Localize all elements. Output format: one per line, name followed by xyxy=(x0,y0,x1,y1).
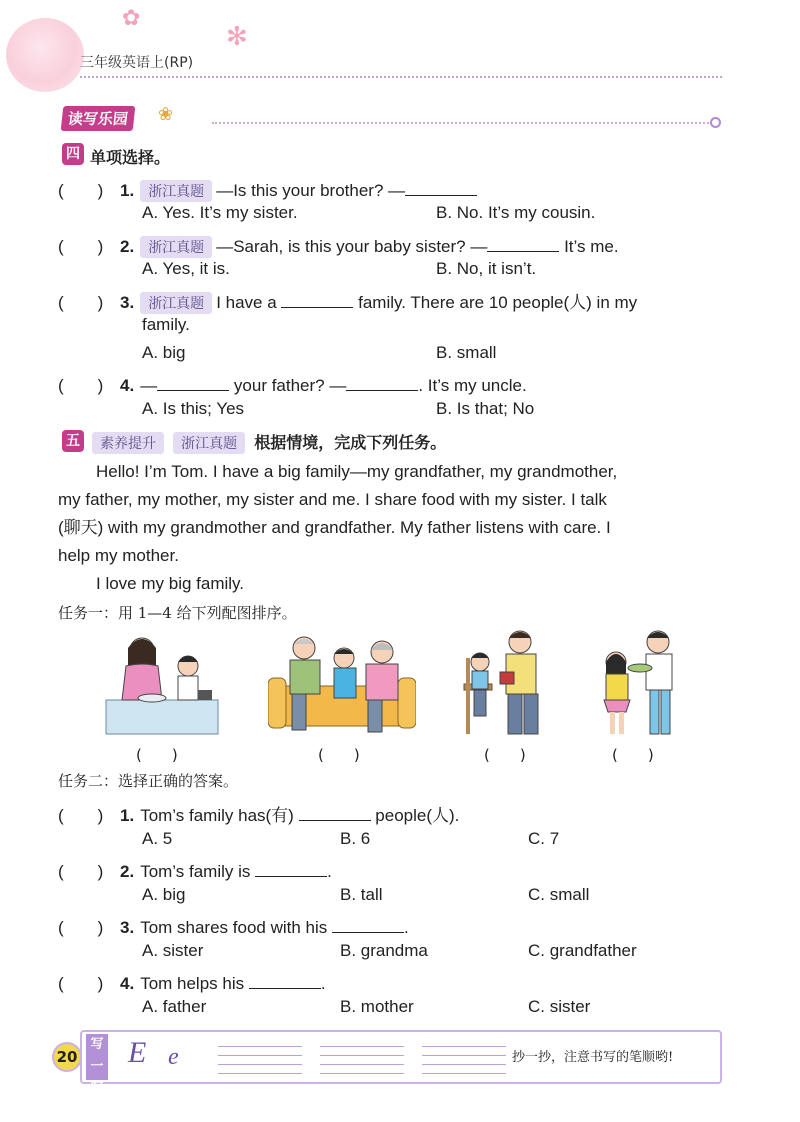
option-b: B. No, it isn’t. xyxy=(436,259,537,278)
question-row xyxy=(58,232,619,258)
question-text: Tom’s family has(有) xyxy=(140,806,299,825)
answer-paren[interactable]: ( ) xyxy=(58,918,104,937)
writing-tab-bottom: 一写 xyxy=(90,1059,104,1096)
answer-blank[interactable] xyxy=(346,390,418,391)
source-tag: 浙江真题 xyxy=(173,432,245,454)
answer-paren[interactable]: ( ) xyxy=(58,293,104,312)
answer-paren[interactable]: ( ) xyxy=(58,376,104,395)
writing-lines[interactable] xyxy=(218,1038,302,1076)
option-b: B. grandma xyxy=(340,941,428,960)
letter-upper: E xyxy=(128,1036,147,1069)
question-number: 2. xyxy=(120,237,135,256)
option-b: B. Is that; No xyxy=(436,399,535,418)
section-title: 根据情境，完成下列任务。 xyxy=(254,433,447,452)
answer-blank[interactable] xyxy=(332,932,404,933)
quality-tag: 素养提升 xyxy=(92,432,164,454)
question-row xyxy=(58,857,332,882)
question-row xyxy=(58,969,326,994)
question-number: 3. xyxy=(120,918,135,937)
question-text-mid: your father? — xyxy=(229,376,347,395)
picture-answer-paren[interactable]: ( ) xyxy=(612,746,654,764)
question-text-after: . xyxy=(327,862,332,881)
option-b: B. 6 xyxy=(340,829,371,848)
writing-lines[interactable] xyxy=(422,1038,506,1076)
option-c: C. 7 xyxy=(528,829,560,848)
passage-line: help my mother. xyxy=(58,546,179,565)
passage-line: Hello! I’m Tom. I have a big family—my grandfather, my grandmother, xyxy=(96,462,618,481)
decoration-icon: ❀ xyxy=(158,104,174,125)
question-text-after: people(人). xyxy=(370,806,460,825)
section-header xyxy=(92,430,446,454)
question-text-after: . It’s my uncle. xyxy=(418,376,527,395)
header-decoration xyxy=(6,18,84,92)
question-text: —Is this your brother? — xyxy=(216,181,406,200)
source-tag: 浙江真题 xyxy=(140,236,212,258)
picture-washing-dishes xyxy=(104,628,220,738)
question-text: Tom shares food with his xyxy=(140,918,332,937)
answer-blank[interactable] xyxy=(249,988,321,989)
writing-lines[interactable] xyxy=(320,1038,404,1076)
answer-paren[interactable]: ( ) xyxy=(58,181,104,200)
option-b: B. No. It’s my cousin. xyxy=(436,203,596,222)
flower-icon: ✻ xyxy=(226,22,248,52)
question-number: 2. xyxy=(120,862,135,881)
option-a: A. Is this; Yes xyxy=(142,399,245,418)
answer-blank[interactable] xyxy=(255,876,327,877)
question-row xyxy=(58,288,637,314)
picture-grandparents-sofa xyxy=(268,628,416,738)
question-number: 4. xyxy=(120,376,135,395)
option-c: C. grandfather xyxy=(528,941,637,960)
option-a: A. Yes. It’s my sister. xyxy=(142,203,298,222)
answer-blank[interactable] xyxy=(281,307,353,308)
picture-answer-paren[interactable]: ( ) xyxy=(484,746,526,764)
answer-blank[interactable] xyxy=(299,820,371,821)
passage-line: (聊天) with my grandmother and grandfather. My father listens with care. I xyxy=(58,518,611,537)
flower-icon: ✿ xyxy=(122,6,141,31)
option-b: B. tall xyxy=(340,885,383,904)
tag-divider xyxy=(212,122,712,124)
picture-sharing-food xyxy=(596,628,680,738)
writing-tab-top: 写 xyxy=(90,1037,104,1052)
task-two-title: 任务二：选择正确的答案。 xyxy=(58,772,239,790)
answer-paren[interactable]: ( ) xyxy=(58,974,104,993)
question-text: Tom helps his xyxy=(140,974,249,993)
book-title: 三年级英语上(RP) xyxy=(80,55,194,71)
question-text-after: It’s me. xyxy=(559,237,619,256)
question-row xyxy=(58,913,409,938)
option-a: A. big xyxy=(142,343,186,362)
question-text-after: . xyxy=(404,918,409,937)
section-badge: 四 xyxy=(62,143,84,165)
question-row xyxy=(58,371,527,396)
option-a: A. 5 xyxy=(142,829,173,848)
task-one-title: 任务一：用 1—4 给下列配图排序。 xyxy=(58,604,297,622)
source-tag: 浙江真题 xyxy=(140,180,212,202)
answer-paren[interactable]: ( ) xyxy=(58,806,104,825)
option-a: A. big xyxy=(142,885,186,904)
option-b: B. mother xyxy=(340,997,414,1016)
question-text-line2: family. xyxy=(142,315,190,334)
option-c: C. sister xyxy=(528,997,591,1016)
question-text-after: family. There are 10 people(人) in my xyxy=(353,293,638,312)
header-divider xyxy=(80,76,722,78)
option-b: B. small xyxy=(436,343,497,362)
writing-instruction: 抄一抄，注意书写的笔顺哟! xyxy=(512,1050,674,1065)
option-c: C. small xyxy=(528,885,590,904)
option-a: A. Yes, it is. xyxy=(142,259,230,278)
answer-blank[interactable] xyxy=(157,390,229,391)
section-badge: 五 xyxy=(62,430,84,452)
answer-blank[interactable] xyxy=(487,251,559,252)
question-number: 4. xyxy=(120,974,135,993)
letter-lower: e xyxy=(168,1044,179,1070)
answer-blank[interactable] xyxy=(405,195,477,196)
divider-end-icon xyxy=(710,117,721,128)
question-text: Tom’s family is xyxy=(140,862,256,881)
section-tag: 读写乐园 xyxy=(61,106,136,131)
question-text-after: . xyxy=(320,974,326,993)
question-text: I have a xyxy=(216,293,282,312)
answer-paren[interactable]: ( ) xyxy=(58,237,104,256)
passage-line: I love my big family. xyxy=(96,574,245,593)
picture-answer-paren[interactable]: ( ) xyxy=(318,746,360,764)
option-a: A. sister xyxy=(142,941,204,960)
source-tag: 浙江真题 xyxy=(140,292,212,314)
question-number: 1. xyxy=(120,181,135,200)
section-title: 单项选择。 xyxy=(90,148,171,167)
question-row xyxy=(58,801,459,826)
answer-paren[interactable]: ( ) xyxy=(58,862,104,881)
passage-line: my father, my mother, my sister and me. I share food with my sister. I talk xyxy=(58,490,607,509)
picture-father-reading xyxy=(462,628,550,738)
option-a: A. father xyxy=(142,997,207,1016)
writing-tab xyxy=(86,1034,108,1096)
question-text: — xyxy=(140,376,158,395)
question-text: —Sarah, is this your baby sister? — xyxy=(216,237,488,256)
picture-answer-paren[interactable]: ( ) xyxy=(136,746,178,764)
question-row xyxy=(58,176,477,202)
question-number: 3. xyxy=(120,293,135,312)
page-number: 20 xyxy=(52,1042,82,1072)
question-number: 1. xyxy=(120,806,135,825)
